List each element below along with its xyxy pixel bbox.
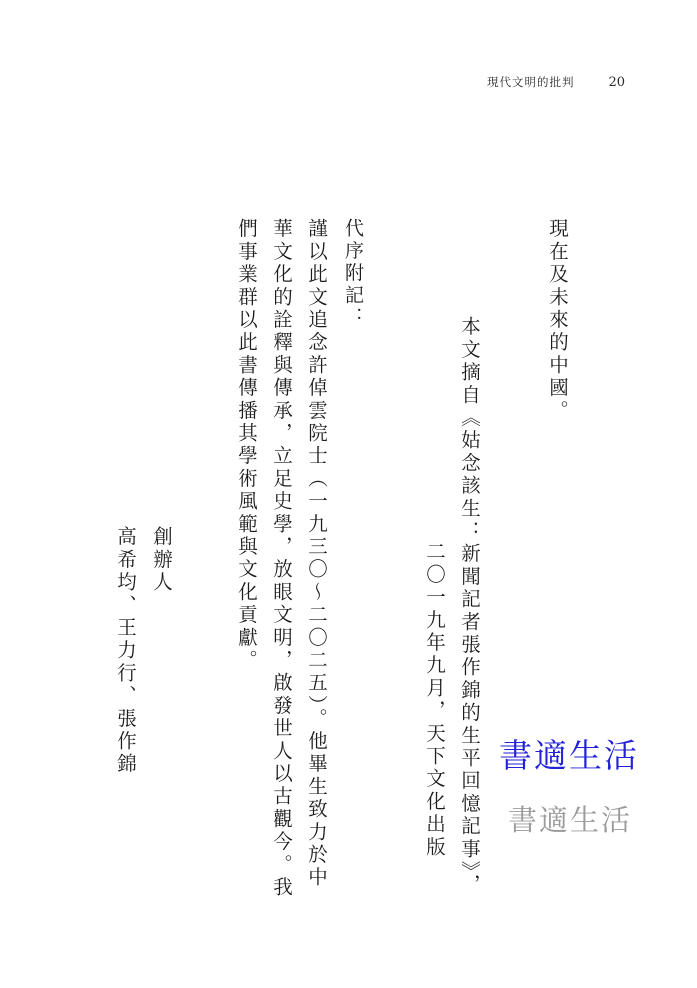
- signature-label-column: 創辦人: [150, 526, 173, 595]
- preface-line-3-column: 們事業群以此書傳播其學術風範與文化貢獻。: [235, 218, 258, 672]
- preface-line-1-column: 謹以此文追念許倬雲院士（一九三〇～二〇二五）。他畢生致力於中: [305, 218, 328, 890]
- signature-names-column: 高希均、王力行、張作錦: [114, 526, 137, 776]
- preface-line-2-column: 華文化的詮釋與傳承，立足史學，放眼文明，啟發世人以古觀今。我: [270, 218, 293, 899]
- body-text-area: [0, 196, 697, 899]
- source-date-column: 二〇一九年九月，天下文化出版: [423, 541, 446, 859]
- watermark-primary: 書適生活: [499, 736, 639, 775]
- closing-line-column: 現在及未來的中國。: [546, 218, 569, 423]
- page-number: 20: [608, 75, 625, 90]
- running-title: 現代文明的批判: [486, 75, 575, 89]
- page-header: [487, 74, 625, 90]
- watermark-secondary: 書適生活: [508, 803, 633, 837]
- source-note-column: 本文摘自《姑念該生：新聞記者張作錦的生平回憶記事》，: [458, 316, 481, 897]
- preface-label-column: 代序附記：: [342, 218, 364, 329]
